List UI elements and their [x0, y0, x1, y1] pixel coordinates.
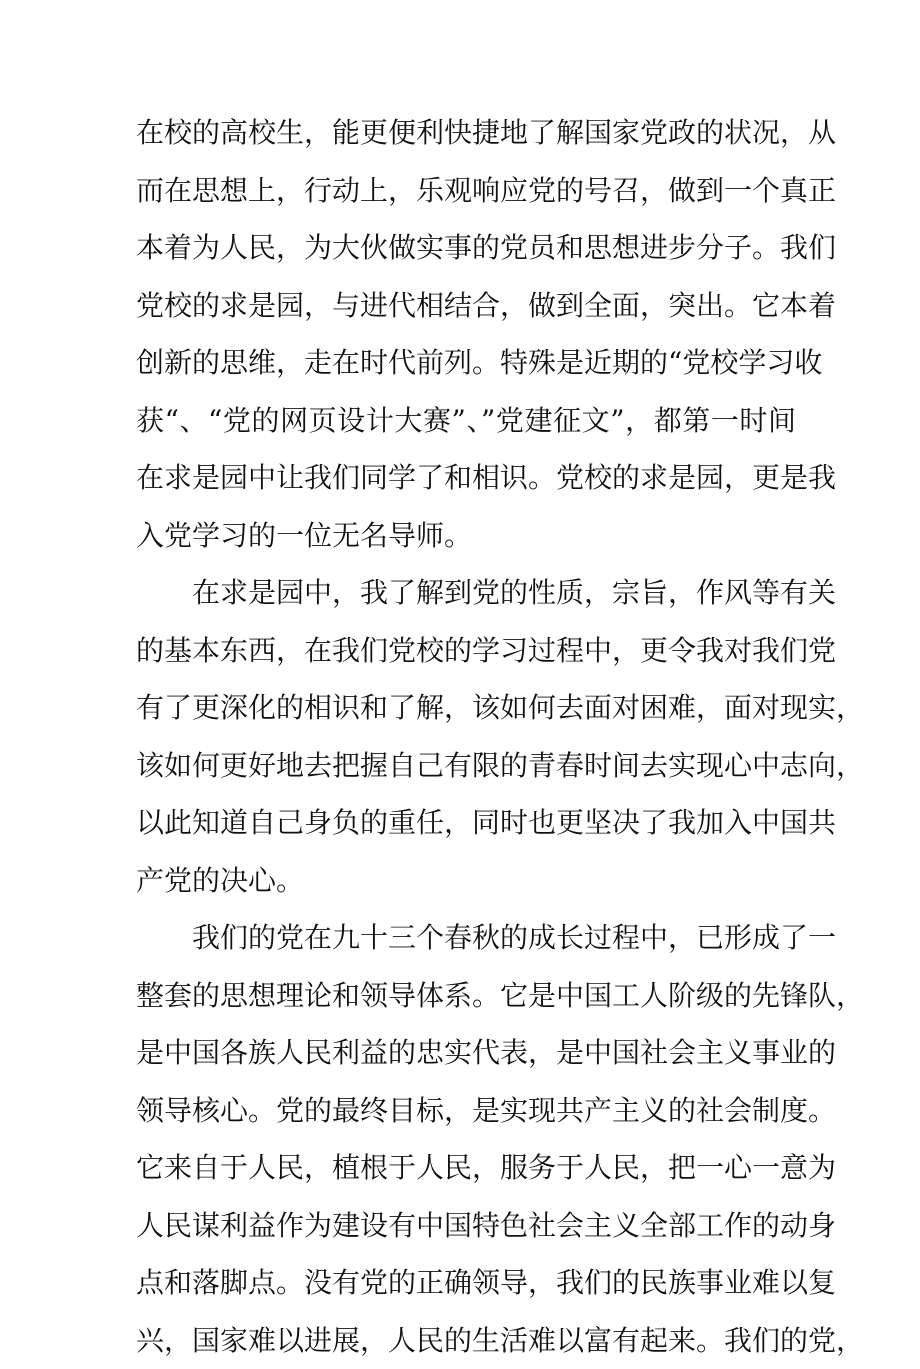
paragraph-2 — [136, 564, 796, 909]
paragraph-3 — [136, 909, 796, 1369]
text-line: 本着为人民，为大伙做实事的党员和思想进步分子。我们 — [136, 219, 796, 277]
text-line: 有了更深化的相识和了解，该如何去面对困难，面对现实， — [136, 679, 796, 737]
text-line: 产党的决心。 — [136, 852, 796, 910]
text-line: 是中国各族人民利益的忠实代表，是中国社会主义事业的 — [136, 1024, 796, 1082]
text-line: 入党学习的一位无名导师。 — [136, 507, 796, 565]
text-line: 人民谋利益作为建设有中国特色社会主义全部工作的动身 — [136, 1197, 796, 1255]
text-line: 兴，国家难以进展，人民的生活难以富有起来。我们的党， — [136, 1312, 796, 1369]
paragraph-1 — [136, 104, 796, 564]
text-line: 领导核心。党的最终目标，是实现共产主义的社会制度。 — [136, 1082, 796, 1140]
text-line: 它来自于人民，植根于人民，服务于人民，把一心一意为 — [136, 1139, 796, 1197]
text-line: 整套的思想理论和领导体系。它是中国工人阶级的先锋队， — [136, 967, 796, 1025]
text-line: 在校的高校生，能更便利快捷地了解国家党政的状况，从 — [136, 104, 796, 162]
text-line: 点和落脚点。没有党的正确领导，我们的民族事业难以复 — [136, 1254, 796, 1312]
text-line: 我们的党在九十三个春秋的成长过程中，已形成了一 — [136, 909, 796, 967]
text-line: 在求是园中让我们同学了和相识。党校的求是园，更是我 — [136, 449, 796, 507]
text-line: 创新的思维，走在时代前列。特殊是近期的“党校学习收 — [136, 334, 796, 392]
text-line: 而在思想上，行动上，乐观响应党的号召，做到一个真正 — [136, 162, 796, 220]
document-body — [136, 104, 796, 1369]
text-line: 党校的求是园，与进代相结合，做到全面，突出。它本着 — [136, 277, 796, 335]
text-line: 的基本东西，在我们党校的学习过程中，更令我对我们党 — [136, 622, 796, 680]
text-line: 以此知道自己身负的重任，同时也更坚决了我加入中国共 — [136, 794, 796, 852]
text-line: 在求是园中，我了解到党的性质，宗旨，作风等有关 — [136, 564, 796, 622]
text-line: 该如何更好地去把握自己有限的青春时间去实现心中志向， — [136, 737, 796, 795]
text-line: 获“、“党的网页设计大赛”、”党建征文”，都第一时间 — [136, 392, 796, 450]
